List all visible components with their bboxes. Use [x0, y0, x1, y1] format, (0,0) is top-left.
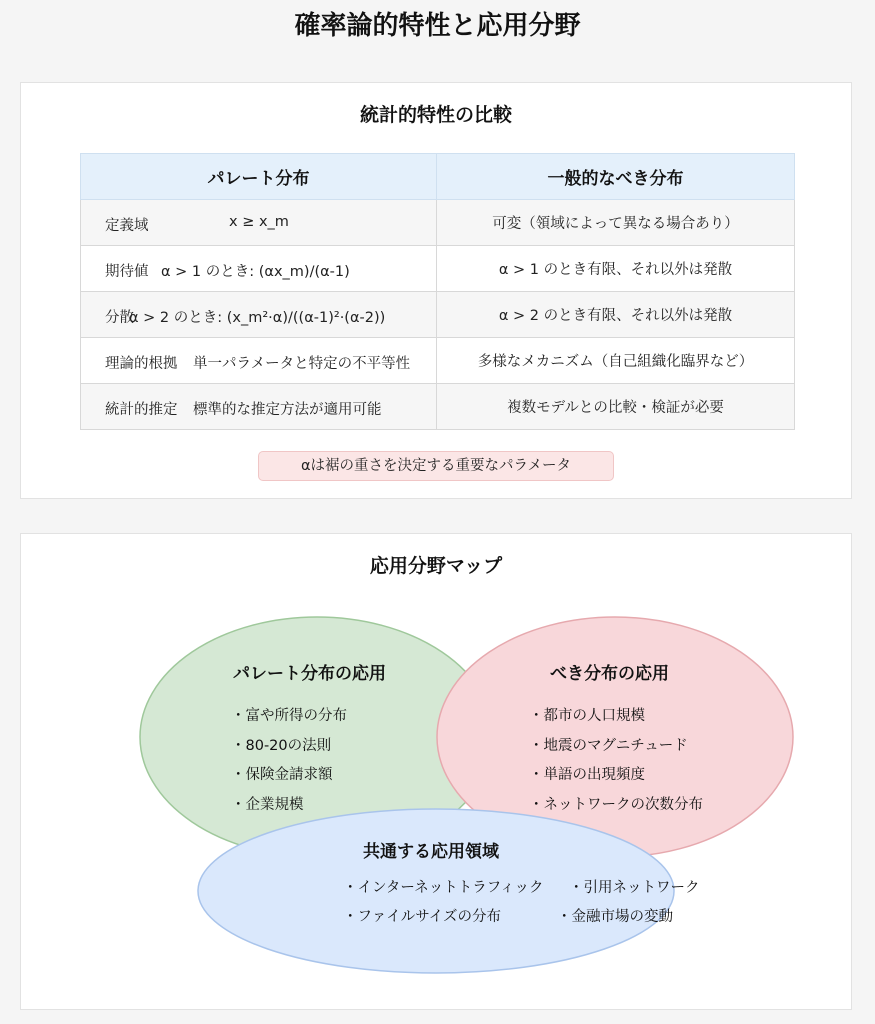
- power-value: α > 2 のとき有限、それ以外は発散: [437, 292, 795, 338]
- row-label: 定義域: [105, 218, 149, 234]
- comparison-title: 統計的特性の比較: [359, 104, 512, 126]
- row-label: 理論的根拠: [105, 356, 178, 372]
- common-app-title: 共通する応用領域: [363, 842, 499, 862]
- table-row: [81, 292, 795, 338]
- cell-pareto: [81, 338, 437, 384]
- list-item: ・ファイルサイズの分布: [343, 909, 502, 925]
- list-item: ・金融市場の変動: [557, 909, 673, 925]
- power-value: 可変（領域によって異なる場合あり）: [437, 200, 795, 246]
- pareto-value: α > 2 のとき: (x_m²·α)/((α-1)²·(α-2)): [129, 310, 386, 326]
- comparison-panel: [20, 82, 852, 499]
- list-item: ・インターネットトラフィック: [343, 880, 544, 896]
- power-value: α > 1 のとき有限、それ以外は発散: [437, 246, 795, 292]
- power-value: 複数モデルとの比較・検証が必要: [437, 384, 795, 430]
- power-app-title: べき分布の応用: [550, 664, 669, 684]
- list-item: ・富や所得の分布: [231, 708, 347, 724]
- list-item: ・保険金請求額: [231, 767, 333, 783]
- table-header-row: [81, 154, 795, 200]
- table-row: [81, 200, 795, 246]
- cell-pareto: [81, 200, 437, 246]
- page-title: 確率論的特性と応用分野: [294, 11, 581, 41]
- list-item: ・単語の出現頻度: [529, 767, 645, 783]
- pareto-value: 単一パラメータと特定の不平等性: [193, 356, 411, 372]
- list-item: ・80-20の法則: [231, 738, 332, 754]
- power-value: 多様なメカニズム（自己組織化臨界など）: [437, 338, 795, 384]
- pareto-value: 標準的な推定方法が適用可能: [193, 402, 382, 418]
- cell-pareto: [81, 384, 437, 430]
- cell-pareto: [81, 246, 437, 292]
- alpha-note: αは裾の重さを決定する重要なパラメータ: [258, 451, 614, 481]
- header-pareto: パレート分布: [81, 154, 437, 200]
- list-item: ・企業規模: [231, 797, 304, 813]
- pareto-value: x ≥ x_m: [229, 214, 289, 230]
- applications-panel: [20, 533, 852, 1010]
- table-row: [81, 246, 795, 292]
- row-label: 統計的推定: [105, 402, 178, 418]
- row-label: 期待値: [105, 264, 149, 280]
- list-item: ・都市の人口規模: [529, 708, 645, 724]
- comparison-table: [80, 153, 795, 430]
- list-item: ・ネットワークの次数分布: [529, 797, 703, 813]
- list-item: ・地震のマグニチュード: [529, 738, 688, 754]
- row-label: 分散: [105, 310, 134, 326]
- applications-title: 応用分野マップ: [369, 555, 503, 577]
- header-power-law: 一般的なべき分布: [437, 154, 795, 200]
- venn-diagram: [21, 534, 853, 1011]
- pareto-value: α > 1 のとき: (αx_m)/(α-1): [161, 264, 350, 280]
- pareto-app-title: パレート分布の応用: [233, 664, 386, 684]
- list-item: ・引用ネットワーク: [569, 880, 700, 896]
- table-row: [81, 338, 795, 384]
- table-row: [81, 384, 795, 430]
- cell-pareto: [81, 292, 437, 338]
